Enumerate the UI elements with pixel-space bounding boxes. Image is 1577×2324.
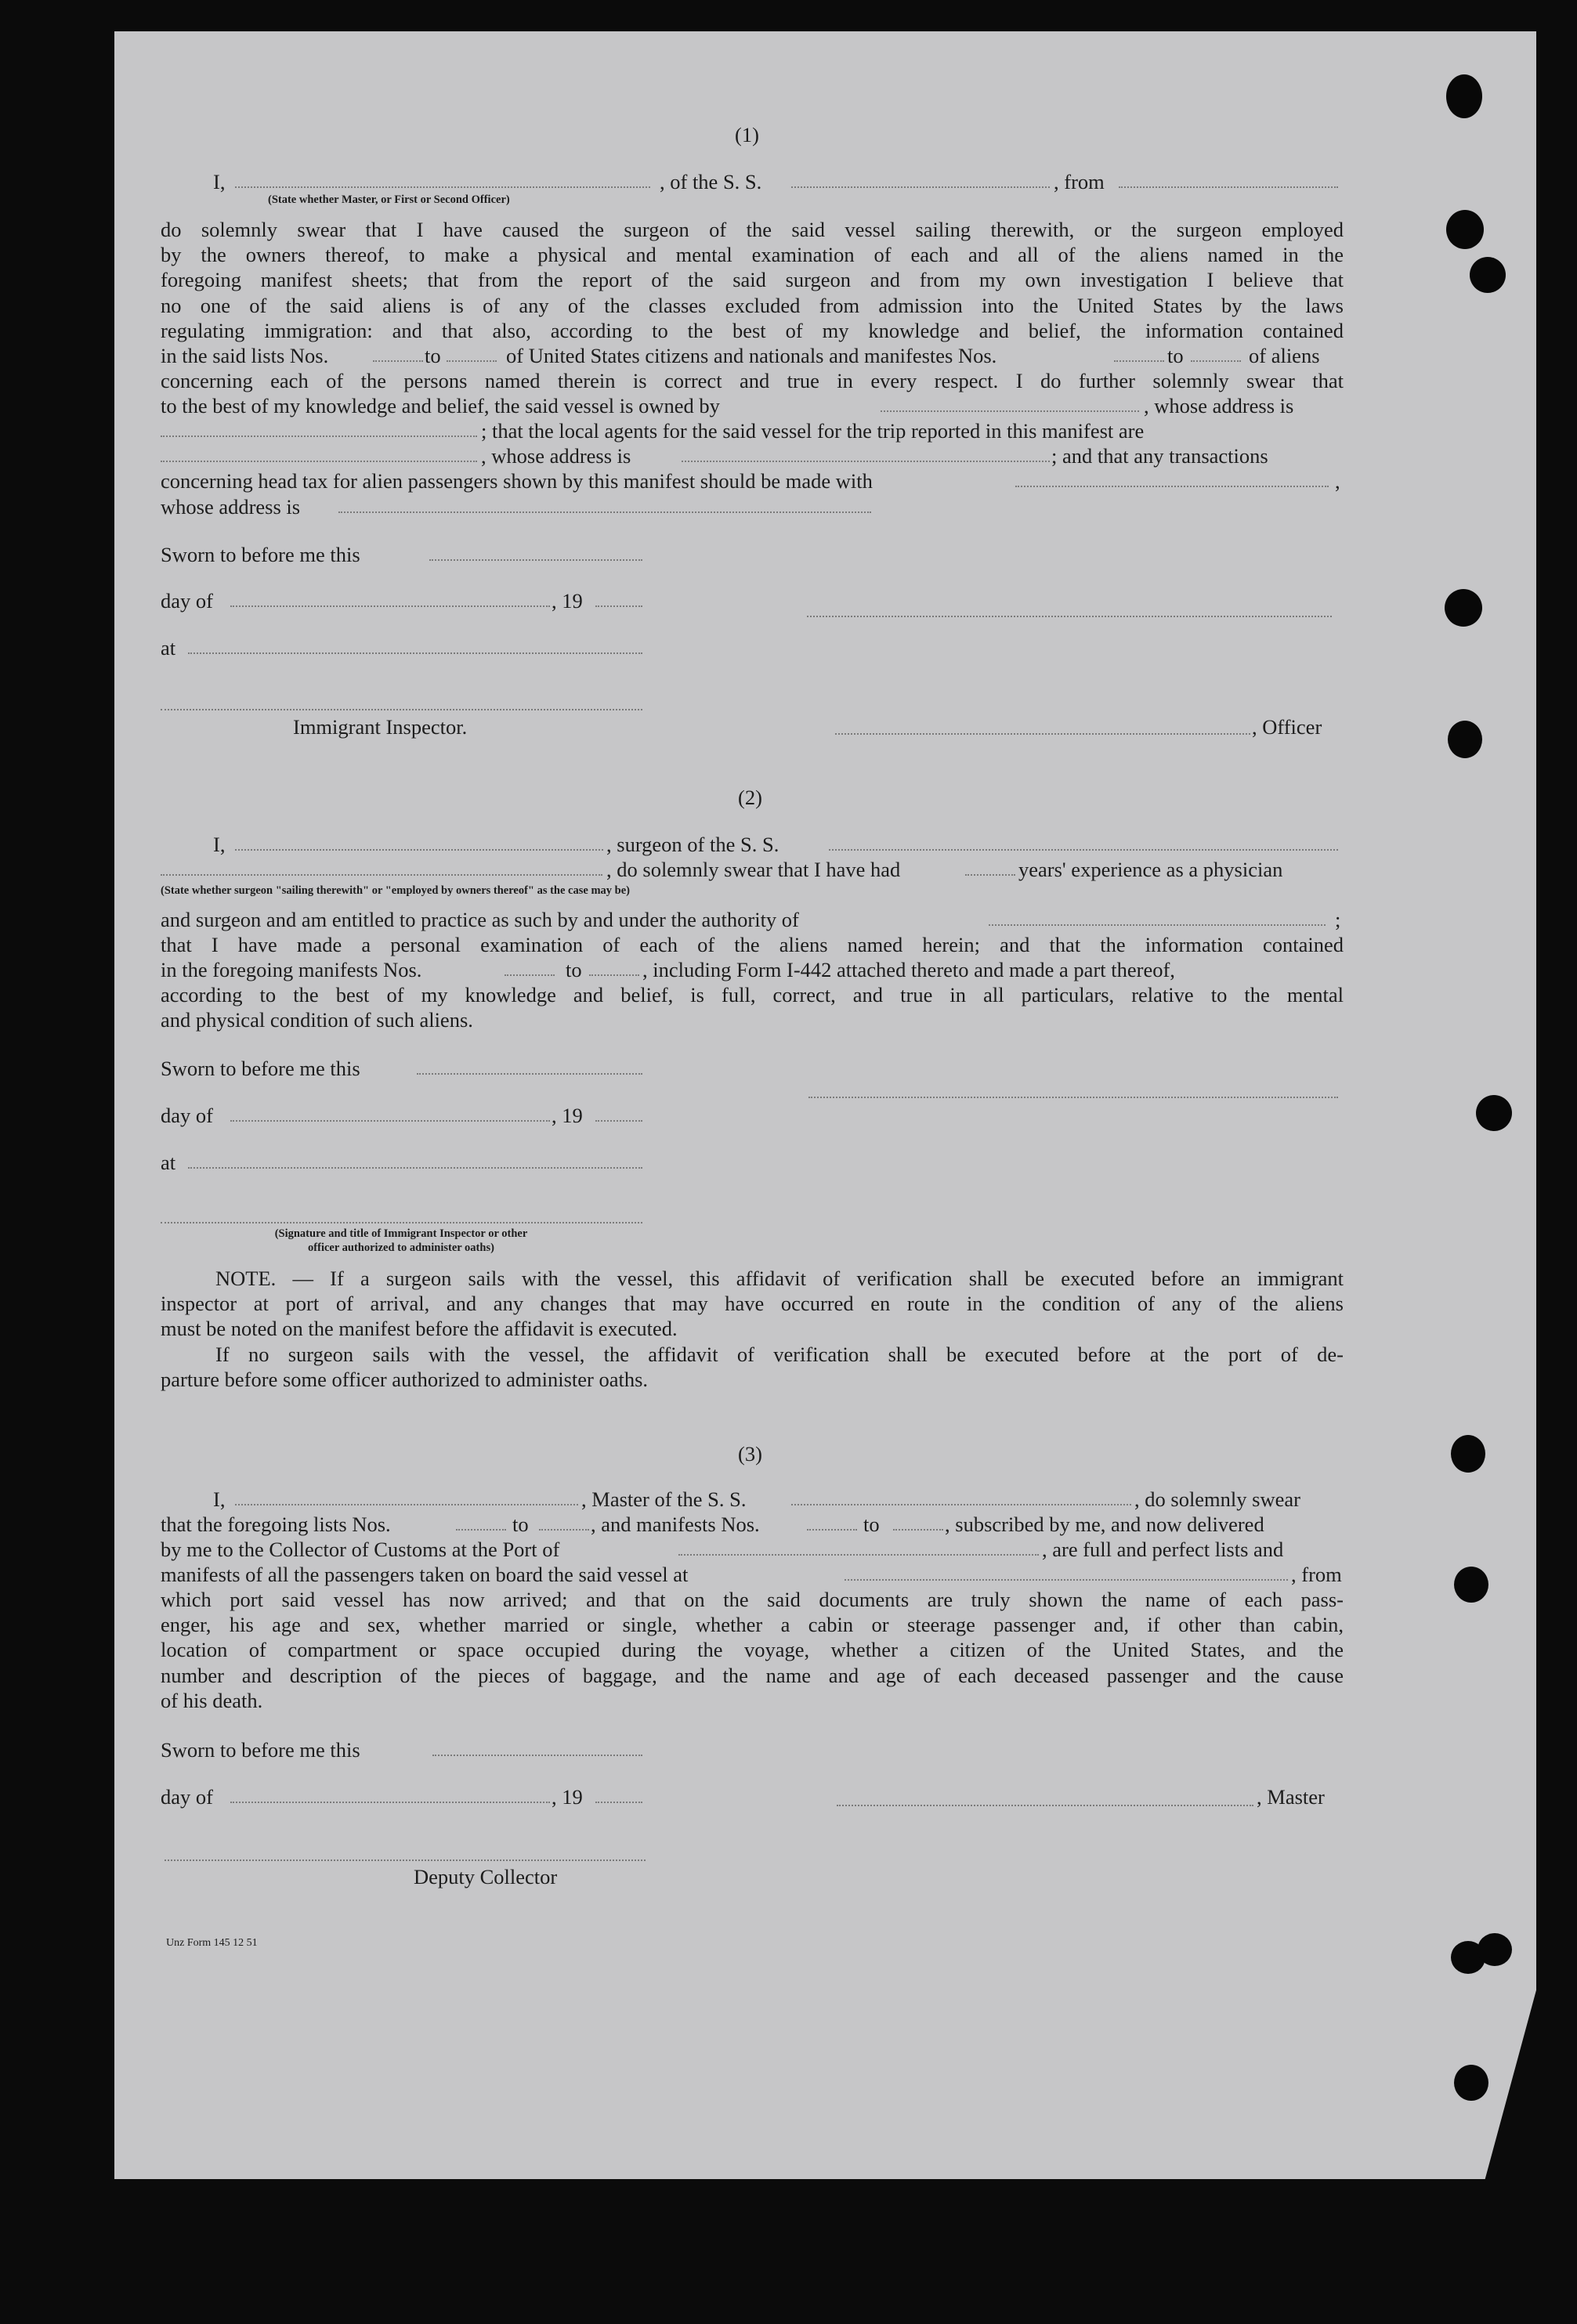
- punch-hole: [1445, 589, 1482, 627]
- punch-hole: [1451, 1435, 1485, 1473]
- form-number: Unz Form 145 12 51: [166, 1937, 258, 1949]
- officer-name-field[interactable]: [235, 186, 650, 188]
- master-lists-to-field[interactable]: [539, 1529, 589, 1531]
- surgeon-signature-field[interactable]: [808, 1097, 1338, 1098]
- master-name-field[interactable]: [235, 1504, 578, 1505]
- lists-label: in the said lists Nos.: [161, 344, 329, 367]
- affidavit-text: do solemnly swear that I have caused the surgeon of the said vessel sailing therewith, or the surgeon employed by the owners thereof, to make a physical and mental examination of each and all of the aliens named in the foregoing manifest sheets; that from the report of the said surgeon and from my own investigation I believe that no one of the said aliens is of any of the classes excluded from admission into the United States by the laws regulating immigration: and that also, according to the best of my knowledge and belief, the information contained: [161, 218, 1344, 342]
- owner-field[interactable]: [881, 410, 1139, 412]
- inspector-signature-field[interactable]: [161, 709, 642, 710]
- section-number: (3): [738, 1442, 762, 1466]
- deputy-collector-signature-field[interactable]: [165, 1860, 646, 1861]
- punch-hole: [1470, 257, 1506, 293]
- vessel-name-field[interactable]: [791, 186, 1050, 188]
- surgeon-status-field[interactable]: [161, 874, 602, 876]
- embarkation-port-field[interactable]: [845, 1579, 1288, 1581]
- section-number: (1): [735, 123, 759, 146]
- punch-hole: [1454, 2065, 1488, 2101]
- signature-note: (Signature and title of Immigrant Inspector or other officer authorized to administer oaths): [274, 1227, 528, 1254]
- surgeon-name-field[interactable]: [235, 849, 603, 851]
- section-number: (2): [738, 786, 762, 809]
- surgeon-status-note: (State whether surgeon "sailing therewith" or "employed by owners thereof" as the case may be): [161, 884, 630, 897]
- punch-hole: [1478, 1933, 1512, 1966]
- day-of-field[interactable]: [230, 605, 550, 607]
- surgeon-vessel-field[interactable]: [829, 849, 1338, 851]
- master-vessel-field[interactable]: [791, 1504, 1131, 1505]
- label-of-ss: , of the S. S.: [660, 170, 762, 193]
- surgeon-year-field[interactable]: [595, 1120, 642, 1122]
- note-text: NOTE. — If a surgeon sails with the vessel, this affidavit of verification shall be executed before an immigrant inspector at port of arrival, and any changes that may have occurred en route in the condition of any of the aliens must be noted on the manifest before the affidavit is executed. If no surgeon sails with the vessel, the affidavit of verification shall be executed before at the port of de- parture before some officer authorized to administer oaths.: [161, 1267, 1344, 1391]
- manifests-from-field[interactable]: [1114, 360, 1164, 362]
- surgeon-sworn-date-field[interactable]: [417, 1073, 642, 1075]
- years-experience-field[interactable]: [965, 874, 1015, 876]
- master-day-of-field[interactable]: [230, 1802, 550, 1803]
- punch-hole: [1446, 74, 1482, 118]
- punch-hole: [1476, 1095, 1512, 1131]
- label-i: I,: [213, 170, 226, 193]
- local-agents-field[interactable]: [161, 461, 477, 462]
- year-field[interactable]: [595, 605, 642, 607]
- head-tax-address-field[interactable]: [338, 511, 871, 513]
- master-signature-field[interactable]: [837, 1805, 1253, 1806]
- agents-address-field[interactable]: [682, 461, 1050, 462]
- master-manifests-from-field[interactable]: [807, 1529, 857, 1531]
- master-manifests-to-field[interactable]: [893, 1529, 943, 1531]
- manifests-to-field[interactable]: [1191, 360, 1241, 362]
- master-lists-from-field[interactable]: [456, 1529, 506, 1531]
- officer-signature-field[interactable]: [807, 616, 1332, 617]
- surgeon-manifests-to-field[interactable]: [589, 974, 639, 976]
- punch-hole: [1446, 210, 1484, 249]
- port-field[interactable]: [678, 1554, 1039, 1556]
- surgeon-manifests-from-field[interactable]: [505, 974, 555, 976]
- authority-field[interactable]: [989, 924, 1326, 926]
- label-from: , from: [1054, 170, 1105, 193]
- lists-to-field[interactable]: [447, 360, 497, 362]
- administering-officer-signature-field[interactable]: [161, 1222, 642, 1223]
- master-year-field[interactable]: [595, 1802, 642, 1803]
- officer-title-field[interactable]: [835, 733, 1250, 735]
- from-port-field[interactable]: [1119, 186, 1338, 188]
- punch-hole: [1448, 721, 1482, 758]
- punch-hole: [1454, 1567, 1488, 1603]
- sworn-date-field[interactable]: [429, 559, 642, 561]
- surgeon-day-of-field[interactable]: [230, 1120, 550, 1122]
- officer-rank-note: (State whether Master, or First or Second Officer): [268, 193, 510, 206]
- lists-from-field[interactable]: [373, 360, 423, 362]
- owner-address-field[interactable]: [161, 436, 477, 437]
- surgeon-at-field[interactable]: [188, 1167, 642, 1169]
- at-field[interactable]: [188, 652, 642, 654]
- master-sworn-date-field[interactable]: [432, 1755, 642, 1756]
- head-tax-field[interactable]: [1015, 486, 1329, 487]
